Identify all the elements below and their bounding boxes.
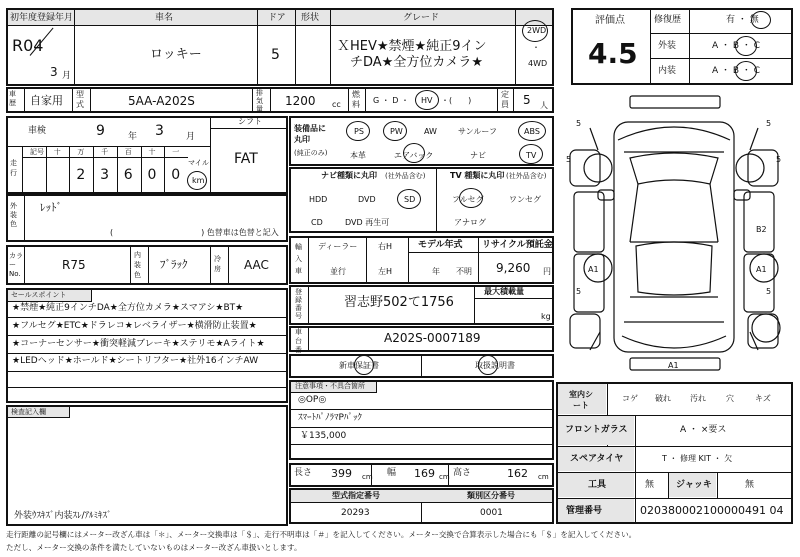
navi-type-label: ナビ種類に丸印: [321, 171, 377, 180]
model-value: 5AA-A202S: [128, 94, 195, 108]
model-year-unit: 年: [432, 267, 440, 276]
interior-label: 内装: [658, 66, 677, 76]
color-no-value: R75: [62, 258, 86, 272]
equip-navi: ナビ: [470, 151, 486, 160]
tv-type-sublabel: (社外品含む): [506, 172, 547, 180]
tools-value: 無: [645, 480, 655, 490]
model-year-label: モデル年式: [418, 240, 463, 250]
color-no-label: カラーNo.: [9, 252, 23, 278]
diagram-mark: B2: [756, 225, 767, 234]
car-name-label: 車名: [155, 13, 174, 23]
shape-label: 形状: [301, 13, 320, 23]
length-value: 399: [331, 467, 352, 480]
exterior-options: A ・ B ・ C: [712, 41, 761, 51]
km-circle: [187, 171, 207, 190]
equip-ps-circle: [346, 121, 370, 141]
shaken-year-unit: 年: [128, 132, 138, 142]
length-unit: cm: [362, 473, 373, 481]
interior-seat-option: 破れ: [655, 394, 671, 403]
interior-color-label: 内装色: [134, 251, 141, 279]
interior-circle: [735, 61, 757, 81]
score-label: 評価点: [595, 15, 625, 26]
jack-value: 無: [745, 480, 755, 490]
first-reg-month-unit: 月: [62, 71, 72, 81]
mileage-grid-line: [46, 146, 47, 194]
tv-fullseg: フルセグ: [452, 195, 484, 204]
height-value: 162: [507, 467, 528, 480]
navi-cd: CD: [311, 218, 323, 227]
drive-2wd: 2WD: [527, 26, 547, 35]
type-value: 20293: [341, 508, 370, 518]
mileage-unit-header: 千: [101, 148, 109, 156]
shift-label: シフト: [238, 117, 262, 126]
class-label: 類別区分番号: [467, 491, 515, 500]
width-value: 169: [414, 467, 435, 480]
interior-color-value: ﾌﾞﾗｯｸ: [160, 258, 188, 271]
shaken-year: 9: [96, 123, 105, 139]
grade-label: グレード: [403, 13, 440, 23]
color-value: ﾚｯﾄﾞ: [40, 201, 62, 214]
navi-type-sublabel: (社外品含む): [385, 172, 426, 180]
interior-seat-label: 室内シート: [569, 390, 593, 410]
height-unit: cm: [538, 473, 549, 481]
interior-seat-option: コゲ: [622, 394, 638, 403]
navi-sd-circle: [397, 189, 421, 209]
equip-leather: 本革: [350, 151, 366, 160]
sales-points-label: セールスポイント: [11, 291, 67, 299]
mileage-unit-header: 一: [172, 148, 180, 156]
tv-type-label: TV 種類に丸印: [450, 171, 505, 180]
diagram-mark: A1: [588, 265, 599, 274]
tools-label: 工具: [588, 480, 607, 490]
equip-tv: TV: [526, 151, 537, 160]
spare-tire-label: スペアタイヤ: [570, 454, 624, 464]
equip-sunroof: サンルーフ: [458, 127, 497, 136]
inspector-label: 検査記入欄: [11, 408, 46, 416]
color-note: ( ) 色替車は色替と記入: [110, 228, 279, 237]
manual-circle: [478, 355, 498, 375]
navi-dvd-play: DVD 再生可: [345, 218, 390, 227]
recycle-unit: 円: [543, 267, 551, 276]
class-value: 0001: [480, 508, 503, 518]
drive-4wd: 4WD: [528, 59, 548, 68]
usage-value: 自家用: [30, 94, 63, 107]
grade-line1: ＸHEV★禁煙★純正9イン: [337, 39, 487, 54]
usage-label: 車歴: [9, 90, 16, 107]
import-parallel: 並行: [330, 267, 346, 276]
management-value: 020380002100000491 04: [640, 504, 784, 517]
diagram-mark: 5: [766, 287, 772, 296]
sales-point-line: ★フルセグ★ETC★ドラレコ★レベライザー★横滑防止装置★: [12, 321, 257, 331]
score-value: 4.5: [588, 37, 638, 70]
exterior-label: 外装: [658, 41, 677, 51]
jack-label: ジャッキ: [676, 480, 712, 490]
model-year-unknown: 不明: [456, 267, 472, 276]
notes-label: 注意事項・不具合箇所: [295, 382, 365, 390]
registration-label: 登録番号: [295, 288, 302, 320]
equip-airbag: エアバック: [394, 151, 434, 160]
registration-value: 習志野502て1756: [344, 295, 454, 310]
shaken-month: 3: [155, 123, 164, 139]
doors-value: 5: [271, 47, 280, 63]
exterior-circle: [735, 36, 757, 56]
import-left-h: 左H: [378, 267, 393, 276]
chassis-value: A202S-0007189: [384, 331, 481, 345]
mileage-digit: 0: [171, 167, 181, 183]
mileage-unit-header: 万: [77, 148, 85, 156]
shift-value: FAT: [234, 151, 258, 167]
width-label: 幅: [387, 468, 397, 478]
mileage-unit-header: 記号: [30, 148, 44, 156]
notes-line: ｽﾏｰﾄﾊﾟﾉﾗﾏPﾊﾟｯｸ: [298, 413, 362, 423]
mileage-label: 走行: [10, 159, 17, 177]
equip-airbag-circle: [403, 143, 425, 163]
repair-circle: [751, 11, 771, 29]
ac-label: 冷房: [214, 255, 221, 273]
equip-abs: ABS: [524, 127, 540, 136]
navi-hdd: HDD: [309, 195, 328, 204]
diagram-mark: 5: [766, 119, 772, 128]
mileage-grid-line: [141, 146, 142, 194]
equip-abs-circle: [518, 121, 546, 141]
navi-dvd: DVD: [358, 195, 376, 204]
diagram-mark: 5: [576, 287, 582, 296]
equipment-sublabel: (純正のみ): [294, 149, 328, 157]
equip-aw: AW: [424, 127, 437, 136]
fuel-selected: HV: [421, 96, 433, 105]
height-label: 高さ: [453, 468, 472, 478]
equip-tv-circle: [519, 144, 543, 164]
import-dealer: ディーラー: [318, 242, 358, 251]
car-damage-diagram: [560, 92, 796, 380]
interior-options: A ・ B ・ C: [712, 66, 761, 76]
mileage-digit: 6: [123, 167, 133, 183]
manual-label: 取扱説明書: [475, 361, 515, 370]
mileage-digit: 0: [147, 167, 157, 183]
doors-label: ドア: [268, 13, 286, 23]
repair-label: 修復歴: [654, 15, 682, 25]
car-name: ロッキー: [150, 47, 202, 62]
width-unit: cm: [439, 473, 450, 481]
navi-sd: SD: [404, 195, 416, 204]
drive-2wd-circle: [522, 20, 548, 42]
usage-row: [6, 87, 554, 113]
management-label: 管理番号: [566, 506, 603, 516]
fuel-extra: ・( ): [441, 96, 472, 105]
color-label: 外装色: [10, 202, 17, 228]
km-label: km: [192, 176, 205, 185]
footer-line1: 走行距離の記号欄にはメーター改ざん車は「＊」、メーター交換車は「＄」、走行不明車は「＃」を記入してください。メーター交換で合算表示した場合にも「＄」を記入してください。: [6, 530, 637, 539]
warranty-circle: [354, 355, 374, 375]
capacity-unit: 人: [540, 101, 548, 110]
notes-line: ◎OP◎: [298, 395, 327, 405]
equip-pw: PW: [390, 127, 403, 136]
fuel-options: G ・ D ・: [373, 96, 409, 105]
import-right-h: 右H: [378, 242, 393, 251]
fuel-label: 燃料: [352, 90, 360, 109]
grade-line2: チDA★全方位カメラ★: [350, 55, 483, 70]
displacement-label: 排気量: [256, 89, 263, 113]
interior-seat-option: キズ: [755, 394, 771, 403]
mileage-digit: 3: [100, 167, 110, 183]
capacity-value: 5: [523, 93, 531, 107]
recycle-label: リサイクル預託金: [482, 240, 553, 250]
chassis-label: 車台番: [295, 328, 302, 354]
sales-point-line: ★禁煙★純正9インチDA★全方位カメラ★スマアシ★BT★: [12, 303, 244, 313]
displacement-unit: cc: [332, 100, 341, 109]
repair-options: 有 ・ 無: [726, 15, 759, 25]
max-load-label: 最大積載量: [484, 287, 524, 296]
interior-seat-option: 汚れ: [690, 394, 706, 403]
footer-line2: ただし、メーター交換の条件を満たしていないものはメーター改ざん車扱いとします。: [6, 543, 302, 552]
drive-dot: ・: [532, 43, 540, 52]
first-reg-month: 3: [50, 65, 58, 79]
equip-pw-circle: [383, 121, 407, 141]
mileage-unit-header: 十: [53, 148, 61, 156]
shaken-label: 車検: [28, 126, 47, 136]
max-load-unit: kg: [541, 312, 551, 321]
diagram-mark: 5: [776, 155, 782, 164]
fuel-circle: [415, 90, 439, 110]
interior-seat-option: 穴: [726, 394, 734, 403]
windshield-options: A ・ ×要ス: [680, 425, 727, 435]
new-car-warranty: 新車保証書: [339, 361, 379, 370]
diagram-mark: 5: [576, 119, 582, 128]
ac-value: AAC: [244, 258, 269, 272]
notes-line: ￥135,000: [300, 431, 347, 441]
capacity-label: 定員: [501, 90, 509, 109]
tv-analog: アナログ: [454, 218, 486, 227]
diagram-mark: A1: [668, 361, 679, 370]
equipment-label: 装備品に丸印: [294, 124, 326, 144]
mile-label: マイル: [188, 159, 209, 167]
sales-point-line: ★LEDヘッド★ホールド★シートリフター★社外16インチAW: [12, 356, 259, 366]
mileage-grid-line: [93, 146, 94, 194]
windshield-label: フロントガラス: [565, 425, 628, 435]
mileage-grid-line: [164, 146, 165, 194]
diagram-mark: 5: [566, 155, 572, 164]
first-reg-label: 初年度登録年月: [10, 13, 74, 23]
shaken-month-unit: 月: [186, 132, 196, 142]
mileage-grid-line: [117, 146, 118, 194]
sales-point-line: ★コーナーセンサー★衝突軽減ブレーキ★ステリモ★Aライト★: [12, 339, 265, 349]
type-label: 型式指定番号: [332, 491, 380, 500]
import-label: 輸入車: [295, 243, 302, 275]
diagram-mark: A1: [756, 265, 767, 274]
tv-oneseg: ワンセグ: [509, 195, 541, 204]
equip-ps: PS: [354, 127, 364, 136]
tv-fullseg-circle: [459, 188, 483, 208]
mileage-unit-header: 十: [148, 148, 156, 156]
spare-tire-options: T ・ 修理 KIT ・ 欠: [662, 454, 733, 463]
mileage-unit-header: 百: [124, 148, 132, 156]
first-reg-era: R04: [12, 36, 44, 55]
inspector-text: 外装ｳｽｷｽﾞ内装ｽﾚ/ｱﾙﾐｷｽﾞ: [14, 511, 112, 521]
recycle-value: 9,260: [496, 261, 531, 275]
mileage-grid-line: [69, 146, 70, 194]
length-label: 長さ: [294, 468, 313, 478]
mileage-digit: 2: [76, 167, 86, 183]
model-label: 型式: [76, 90, 84, 109]
inspector-box: [6, 405, 288, 526]
displacement-value: 1200: [285, 94, 316, 108]
